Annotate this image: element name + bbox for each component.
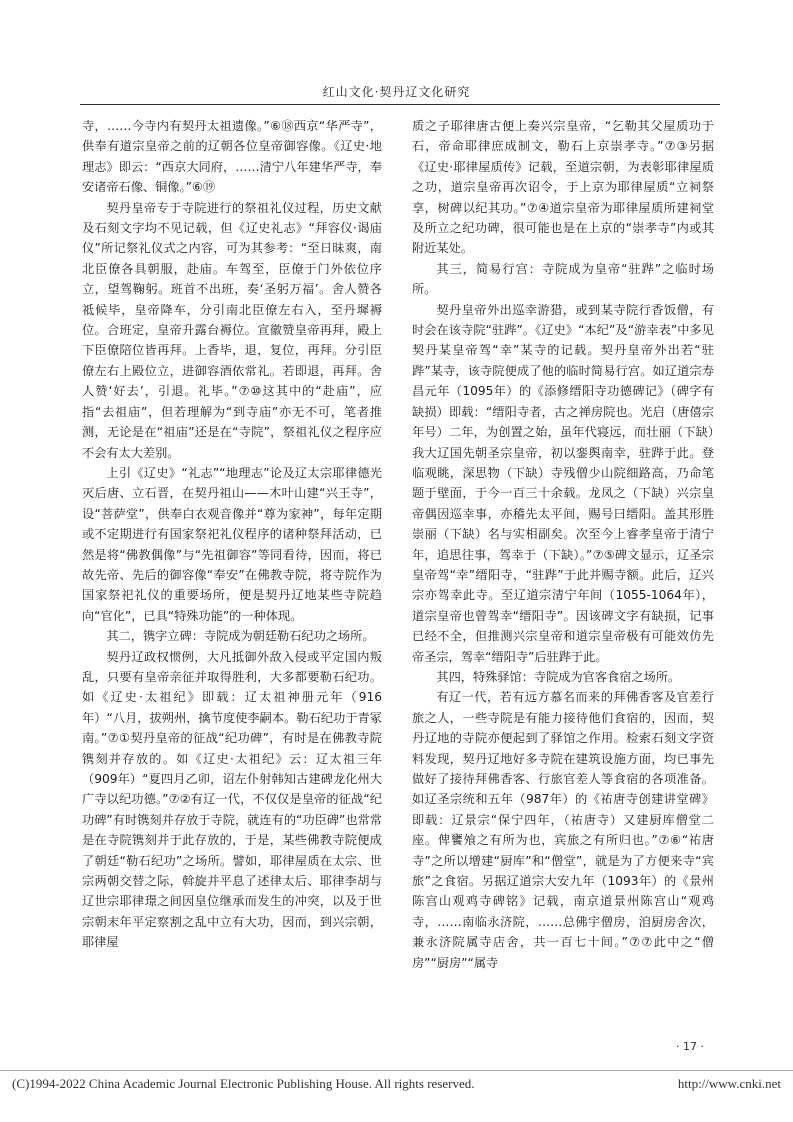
right-column (412, 116, 714, 973)
section-heading: 其三，简易行宫：寺院成为皇帝“驻跸”之临时场所。 (412, 261, 714, 297)
paragraph: 契丹辽政权惯例，大凡抵御外敌入侵或平定国内叛乱，只要有皇帝亲征并取得胜利，大多都要勒石纪功。如《辽史·太祖纪》即载：辽太祖神册元年（916年）“八月，拔朔州，擒节度使李嗣本。勒石纪功于青冢南。”⑦①契丹皇帝的征战“纪功碑”，有时是在佛教寺院镌刻并存放的。如《辽史·太祖纪》云：辽太祖三年（909年）“夏四月乙卯，诏左仆射韩知古建碑龙化州大广寺以纪功德。”⑦②有辽一代，不仅仅是皇帝的征战“纪功碑”有时镌刻并存放于寺院，就连有的“功臣碑”也常常是在寺院镌刻并于此存放的，于是，某些佛教寺院便成了朝廷“勒石纪功”之场所。譬如，耶律屋质在太宗、世宗两朝交替之际，斡旋并平息了述律太后、耶律李胡与辽世宗耶律璟之间因皇位继承而发生的冲突，以及于世宗朝末年平定察割之乱中立有大功，因而，到兴宗朝，耶律屋 (82, 649, 382, 950)
paragraph: 寺，……今寺内有契丹太祖遗像。”⑥⑱西京“华严寺”，供奉有道宗皇帝之前的辽朝各位皇帝御容像。《辽史·地理志》即云：“西京大同府，……清宁八年建华严寺，奉安诸帝石像、铜像。”⑥⑲ (82, 119, 382, 195)
section-heading: 其四，特殊驿馆：寺院成为官客食宿之场所。 (436, 669, 681, 684)
section-heading: 其二，镌字立碑：寺院成为朝廷勒石纪功之场所。 (106, 629, 375, 644)
running-header: 红山文化·契丹辽文化研究 (322, 85, 471, 99)
header-divider (80, 104, 720, 105)
paragraph: 上引《辽史》“礼志”“地理志”论及辽太宗耶律德光灭后唐、立石晋，在契丹祖山——木叶山建“兴王寺”，设“菩萨堂”，供奉白衣观音像并“尊为家神”，每年定期或不定期进行有国家祭祀礼仪程序的诸种祭拜活动，已然是将“佛教偶像”与“先祖御容”等同看待，因而，将已故先帝、先后的御容像“奉安”在佛教寺院，将寺院作为国家祭祀礼仪的重要场所，便是契丹辽地某些寺院趋向“官化”，已具“特殊功能”的一种体现。 (82, 465, 382, 623)
left-column (82, 116, 382, 953)
footer-divider (0, 1070, 793, 1071)
paragraph: 契丹皇帝专于寺院进行的祭祖礼仪过程，历史文献及石刻文字均不见记载，但《辽史礼志》“拜容仪·谒庙仪”所记祭礼仪式之内容，可为其参考：“至日昧爽，南北臣僚各具朝服，赴庙。车驾至，臣僚于门外依位序立，望驾鞠躬。班首不出班，奏‘圣躬万福’。舍人赞各祗候毕，皇帝降车，分引南北臣僚左右入，至丹墀褥位。合班定，皇帝升露台褥位。宣徽赞皇帝再拜，殿上下臣僚陪位皆再拜。上香毕，退，复位，再拜。分引臣僚左右上殿位立，进御容酒依常礼。若即退，再拜。舍人赞‘好去’，引退。礼毕。”⑦⑩这其中的“赴庙”，应指“去祖庙”，但若理解为“到寺庙”亦无不可，笔者推测，无论是在“祖庙”还是在“寺院”，祭祖礼仪之程序应不会有太大差别。 (82, 200, 382, 460)
footer (0, 1076, 793, 1092)
footer-url: http://www.cnki.net (677, 1076, 781, 1091)
copyright-notice: (C)1994-2022 China Academic Journal Electronic Publishing House. All rights reserved. (12, 1076, 475, 1091)
paragraph: 质之子耶律唐古便上奏兴宗皇帝，“乞勒其父屋质功于石，帝命耶律庶成制文，勒石上京崇孝寺。”⑦③另据《辽史·耶律屋质传》记载，至道宗朝，为表彰耶律屋质之功，道宗皇帝再次诏令，于上京为耶律屋质“立祠祭享，树碑以纪其功。”⑦④道宗皇帝为耶律屋质所建祠堂及所立之纪功碑，很可能也是在上京的“崇孝寺”内或其附近某处。 (412, 119, 714, 256)
page-number: · 17 · (676, 1040, 704, 1053)
paragraph: 契丹皇帝外出巡幸游猎，或到某寺院行香饭僧，有时会在该寺院“驻跸”。《辽史》“本纪”及“游幸表”中多见契丹某皇帝驾“幸”某寺的记载。契丹皇帝外出若“驻跸”某寺，该寺院便成了他的临时简易行宫。如辽道宗寿昌元年（1095年）的《添修缙阳寺功德碑记》（碑字有缺损）即载：“缙阳寺者，古之禅房院也。光启（唐僖宗年号）二年，为创置之始，虽年代寝远，而壮丽（下缺）我大辽国先朝圣宗皇帝，初以銮舆南幸，驻跸于此。登临观眺，深思物（下缺）寺残僧少山院细路高，乃命笔题于壁面，于今一百三十余载。龙凤之（下缺）兴宗皇帝偶因巡幸事，亦稽先太平间，赐号曰缙阳。盖其形胜崇丽（下缺）名与实相副矣。次至今上睿孝皇帝于清宁年，追思往事，驾幸于（下缺）。”⑦⑤碑文显示，辽圣宗皇帝驾“幸”缙阳寺，“驻跸”于此并赐寺额。此后，辽兴宗亦驾幸此寺。至辽道宗清宁年间（1055-1064年），道宗皇帝也曾驾幸“缙阳寺”。因该碑文字有缺损，记事已经不全，但推测兴宗皇帝和道宗皇帝极有可能效仿先帝圣宗，驾幸“缙阳寺”后驻跸于此。 (412, 302, 714, 664)
paragraph: 有辽一代，若有远方慕名而来的拜佛香客及官差行旅之人，一些寺院是有能力接待他们食宿的，因而，契丹辽地的寺院亦便起到了驿馆之作用。检索石刻文字资料发现，契丹辽地好多寺院在建筑设施方面，均已事先做好了接待拜佛香客、行旅官差人等食宿的各项准备。如辽圣宗统和五年（987年）的《祐唐寺创建讲堂碑》即载：辽景宗“保宁四年，（祐唐寺）又建厨库僧堂二座。俾饔飧之有所为也，宾旅之有所归也。”⑦⑥“祐唐寺”之所以增建“厨库”和“僧堂”，就是为了方便来寺“宾旅”之食宿。另据辽道宗大安九年（1093年）的《景州陈宫山观鸡寺碑铭》记载，南京道景州陈宫山“观鸡寺，……南临永济院，……总佛宇僧房，洎厨房舍次，兼永济院属寺店舍，共一百七十间。”⑦⑦此中之“僧房”“厨房”“属寺 (412, 690, 714, 970)
